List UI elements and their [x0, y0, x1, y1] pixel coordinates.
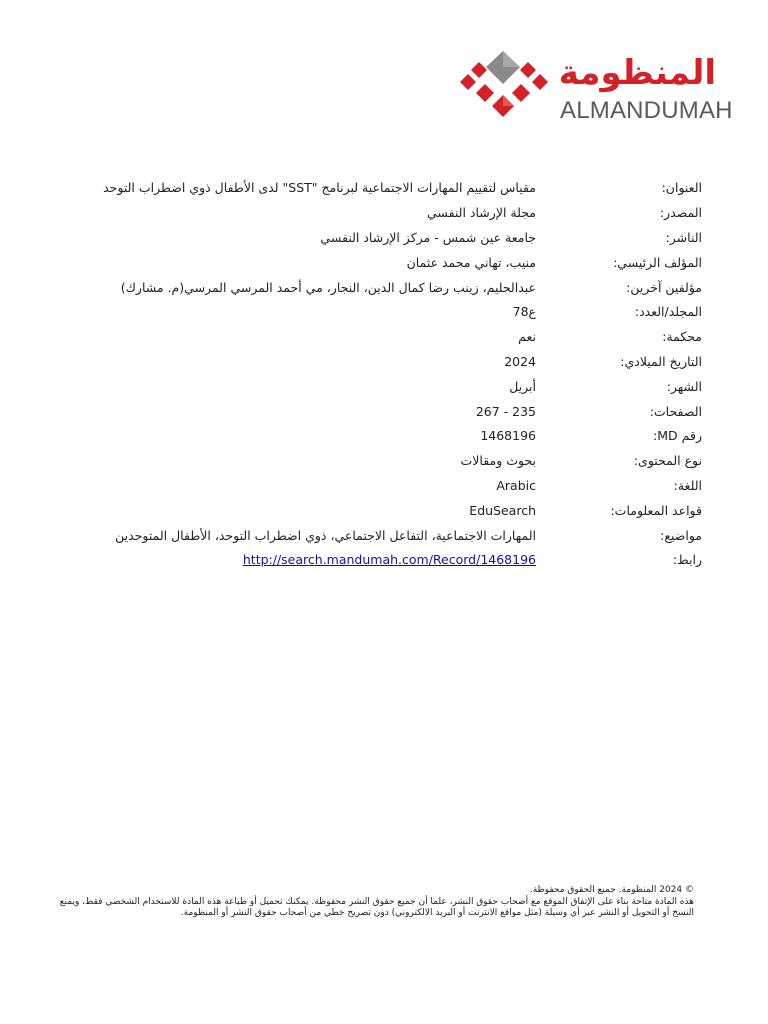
copyright-notice: هذه المادة متاحة بناء على الإتفاق الموقع مع أصحاب حقوق النشر، علما أن جميع حقوق النشر محفوظة. يمكنك تحميل أو طباعة هذه المادة للاستخدام الشخصي فقط، ويمنع النسخ أو التحويل أو النشر عبر أي وسيلة (مثل مواقع الانترنت أو البريد الالكتروني) دون تصريح خطي من أصحاب حقوق النشر أو المنظومة. — [59, 896, 694, 918]
row-main-author — [50, 250, 702, 275]
label-publisher: الناشر: — [665, 229, 702, 245]
value-month: أبريل — [509, 378, 536, 394]
row-subjects — [50, 523, 702, 548]
copyright-line: © 2024 المنظومة. جميع الحقوق محفوظة. — [529, 885, 694, 895]
row-md-number — [50, 424, 702, 449]
row-peer-reviewed — [50, 325, 702, 350]
row-link — [50, 548, 702, 573]
almandumah-logo — [458, 48, 733, 130]
label-subjects: مواضيع: — [660, 527, 702, 543]
label-month: الشهر: — [666, 378, 702, 394]
value-content-type: بحوث ومقالات — [460, 453, 536, 469]
label-link: رابط: — [672, 552, 702, 568]
label-source: المصدر: — [659, 205, 702, 221]
row-databases — [50, 498, 702, 523]
label-pages: الصفحات: — [649, 403, 702, 419]
row-source — [50, 201, 702, 226]
label-content-type: نوع المحتوى: — [633, 453, 702, 469]
row-other-authors — [50, 275, 702, 300]
value-md-number: 1468196 — [480, 428, 536, 444]
value-pages: 235 - 267 — [475, 403, 536, 419]
logo-latin-text: ALMANDUMAH — [560, 97, 733, 124]
row-publisher — [50, 226, 702, 251]
value-publisher: جامعة عين شمس - مركز الإرشاد النفسي — [320, 229, 536, 245]
label-md-number: رقم MD: — [653, 428, 702, 444]
row-month — [50, 374, 702, 399]
value-source: مجلة الإرشاد النفسي — [427, 205, 536, 221]
label-databases: قواعد المعلومات: — [610, 502, 702, 518]
value-year: 2024 — [504, 353, 536, 369]
logo-arabic-text: المنظومة — [558, 53, 716, 93]
record-metadata — [50, 176, 702, 573]
value-other-authors: عبدالحليم، زينب رضا كمال الدين، النجار، مي أحمد المرسي المرسي(م. مشارك) — [120, 279, 536, 295]
label-volume-issue: المجلد/العدد: — [634, 304, 702, 320]
value-subjects: المهارات الاجتماعية، التفاعل الاجتماعي، ذوي اضطراب التوحد، الأطفال المتوحدين — [115, 527, 536, 543]
label-title: العنوان: — [661, 180, 702, 196]
label-main-author: المؤلف الرئيسي: — [613, 254, 702, 270]
value-link — [50, 551, 536, 569]
value-volume-issue: ع78 — [512, 304, 536, 320]
label-year: التاريخ الميلادي: — [620, 353, 702, 369]
value-language: Arabic — [496, 477, 536, 493]
row-year — [50, 350, 702, 375]
copyright-footer — [54, 885, 694, 920]
row-pages — [50, 399, 702, 424]
row-language — [50, 474, 702, 499]
value-title: مقياس لتقييم المهارات الاجتماعية لبرنامج "SST" لدى الأطفال ذوي اضطراب التوحد — [103, 180, 536, 196]
row-title — [50, 176, 702, 201]
label-language: اللغة: — [673, 477, 702, 493]
row-volume-issue — [50, 300, 702, 325]
label-peer-reviewed: محكمة: — [662, 329, 702, 345]
label-other-authors: مؤلفين آخرين: — [626, 279, 702, 295]
value-peer-reviewed: نعم — [518, 329, 536, 345]
row-content-type — [50, 449, 702, 474]
logo-diamond-icon — [458, 48, 553, 130]
value-main-author: منيب، تهاني محمد عثمان — [406, 254, 536, 270]
record-link[interactable]: http://search.mandumah.com/Record/1468196 — [242, 552, 536, 568]
value-databases: EduSearch — [469, 502, 536, 518]
